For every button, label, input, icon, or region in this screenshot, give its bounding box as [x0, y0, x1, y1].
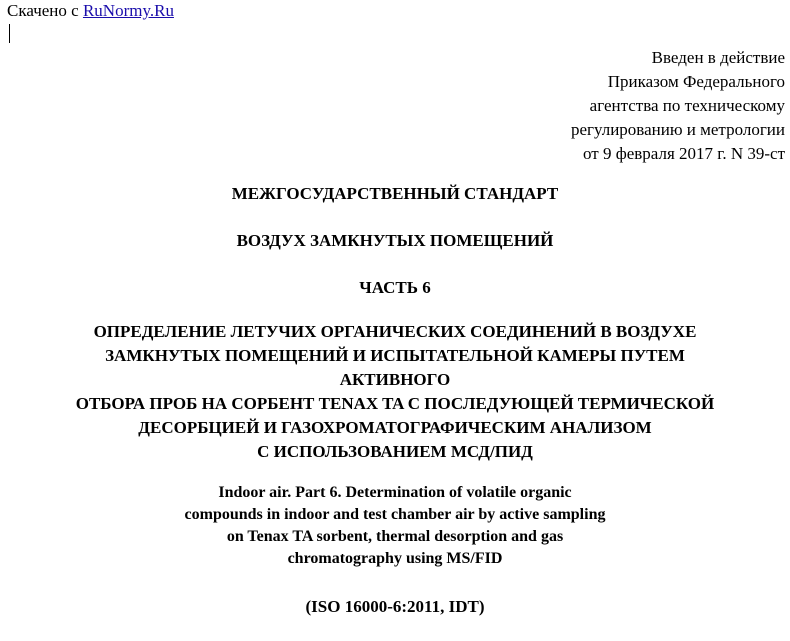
english-title-line: compounds in indoor and test chamber air by active sampling — [184, 506, 606, 523]
part-heading: ЧАСТЬ 6 — [359, 278, 431, 297]
text-cursor — [9, 24, 10, 43]
russian-title — [0, 320, 790, 464]
enactment-line: Введен в действие — [651, 48, 785, 67]
source-link[interactable]: RuNormy.Ru — [82, 1, 174, 20]
enactment-line: от 9 февраля 2017 г. N 39-ст — [582, 144, 785, 163]
russian-title-line: С ИСПОЛЬЗОВАНИЕМ МСД/ПИД — [257, 442, 533, 461]
english-title — [0, 482, 790, 570]
russian-title-line: ОТБОРА ПРОБ НА СОРБЕНТ TENAX TA С ПОСЛЕДУЮЩЕЙ ТЕРМИЧЕСКОЙ — [75, 394, 715, 413]
russian-title-line: АКТИВНОГО — [339, 370, 451, 389]
russian-title-line: ОПРЕДЕЛЕНИЕ ЛЕТУЧИХ ОРГАНИЧЕСКИХ СОЕДИНЕНИЙ В ВОЗДУХЕ — [93, 322, 697, 341]
russian-title-line: ДЕСОРБЦИЕЙ И ГАЗОХРОМАТОГРАФИЧЕСКИМ АНАЛИЗОМ — [138, 418, 652, 437]
enactment-line: регулированию и метрологии — [570, 120, 785, 139]
enactment-line: Приказом Федерального — [607, 72, 785, 91]
enactment-block — [385, 46, 785, 166]
standard-type-heading: МЕЖГОСУДАРСТВЕННЫЙ СТАНДАРТ — [231, 184, 559, 203]
series-title-heading: ВОЗДУХ ЗАМКНУТЫХ ПОМЕЩЕНИЙ — [236, 231, 554, 250]
english-title-line: on Tenax TA sorbent, thermal desorption and gas — [226, 528, 564, 545]
english-title-line: chromatography using MS/FID — [287, 550, 503, 567]
enactment-line: агентства по техническому — [589, 96, 785, 115]
english-title-line: Indoor air. Part 6. Determination of volatile organic — [218, 484, 572, 501]
source-prefix: Скачено с — [7, 1, 79, 20]
russian-title-line: ЗАМКНУТЫХ ПОМЕЩЕНИЙ И ИСПЫТАТЕЛЬНОЙ КАМЕРЫ ПУТЕМ — [105, 346, 685, 365]
iso-reference: (ISO 16000-6:2011, IDT) — [305, 597, 485, 616]
source-line — [7, 1, 174, 21]
